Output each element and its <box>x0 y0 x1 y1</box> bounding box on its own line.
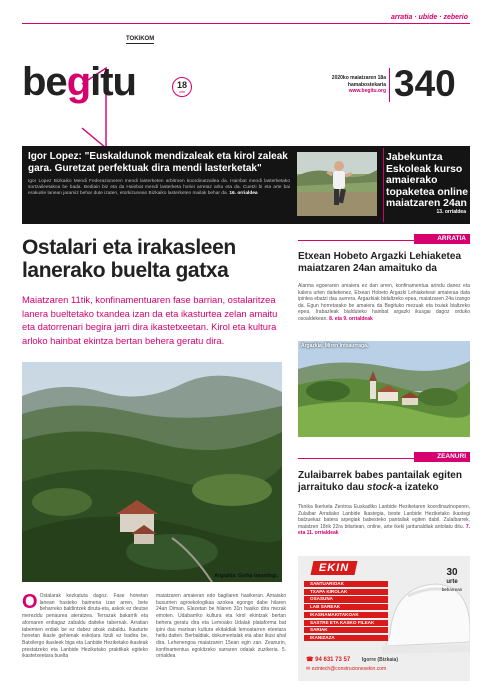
ad-years-word: urte <box>446 579 458 585</box>
ad-email[interactable]: ezintech@construcionesekin.com <box>311 666 387 672</box>
village-photo-credit: Argazkia: Miren Intxaurraga. <box>301 343 369 349</box>
ad-years <box>438 568 466 594</box>
side2-ref[interactable]: 7. eta 11. orrialdeak <box>298 523 471 537</box>
age-badge <box>172 77 192 97</box>
side2-body <box>298 504 470 537</box>
ad-years-note: beharrean <box>441 587 463 592</box>
ad-town: Igorre (Bizkaia) <box>361 657 398 663</box>
side1-headline[interactable]: Etxean Hobeto Argazki Lehiaketea maiatzaren 24an amaituko da <box>298 251 462 274</box>
ad-item: TXAPA KIROLAK <box>304 589 388 595</box>
logo-g: g <box>66 60 91 104</box>
main-col1 <box>22 593 148 660</box>
side2-headline-a: Zulaibarrek babes pantailak egiten jarraituko dau <box>298 470 462 493</box>
main-col1-text: Ostalarak kezkatuta dagoz. Fase honetan lanean hasteko baimena izan arren, bete beharreko baldintzek diruta-eta, askok ez deutse merezidu penaurea ateratzea. Terrazak bakarrik eta aforoaren erdiagaz zabaldu daiteke tabernak. Arratian tabernien erdiak be ez dabez atxak zabaldu. Ikasturte honetan ikasle gehienak eskolara itzuli ez badira be, Batxilergo ikasleek biga eta Lanbide Heziketako ikasleak prestatzeko eta Lanbide Heziketako praktikak egiteko ikastetxeetara buelta <box>22 593 148 660</box>
email-icon: ✉ <box>306 666 311 672</box>
ad-item: SARIAK <box>304 627 388 633</box>
tokikom-label: TOKIKOM <box>126 36 155 42</box>
side-band-title[interactable]: Jabekuntza Eskoleak kurso amaierako topaketea online maiatzaren 24an <box>386 152 468 210</box>
ad-item: SASTRE ETA KASKO FILEAK <box>304 620 388 626</box>
ekin-brand: EKIN <box>318 562 350 574</box>
band-divider <box>383 148 384 222</box>
ad-item: OSASUNA <box>304 596 388 602</box>
main-photo-credit: Argazkia: Gorka Iraundegi. <box>214 573 278 579</box>
village-photo-image <box>298 341 470 437</box>
top-rule <box>22 23 470 24</box>
side-band-ref[interactable]: 13. orrialdea <box>436 209 466 215</box>
side1-body <box>298 283 470 323</box>
main-lead: Maiatzaren 11tik, konfinamentuaren fase barrian, ostalaritzea lanera bueltetako txandea izan da eta ikasturtea zelan amaitu eta datorrenari begira jarri dira ikastetxeetan. Kirol eta kultura arloko hainbat ekintza bertan behera geratu dira. <box>22 294 278 346</box>
age-unit: urte <box>178 90 186 94</box>
ad-years-num: 30 <box>446 567 458 578</box>
ad-item: SANTUARIOAK <box>304 581 388 587</box>
side2-headline-c: -a izateko <box>393 482 439 493</box>
ad-contact <box>306 656 466 663</box>
logo-itu: itu <box>90 60 136 104</box>
regions-label: arratia · ubide · zeberio <box>390 14 468 21</box>
website-link[interactable]: www.begitu.org <box>348 88 386 94</box>
main-headline[interactable]: Ostalari eta irakasleen lanerako buelta gatxa <box>22 236 236 282</box>
masthead-logo <box>22 48 162 158</box>
date-divider <box>389 68 390 102</box>
section-tag-arratia[interactable]: ARRATIA <box>414 234 470 244</box>
ad-phone[interactable]: 94 631 73 57 <box>315 657 351 663</box>
date-block <box>300 75 386 95</box>
ad-item: IKANIZAZA <box>304 635 388 641</box>
side2-headline[interactable] <box>298 470 470 494</box>
top-story-body <box>28 179 290 198</box>
ekin-advertisement[interactable] <box>298 556 470 681</box>
side2-text: Tknika Ikerketa Zentroa Euskadiko Lanbide Heziketaren koordinazinoperen, Zulaibar Arratiako Lanbide Ikastegia, beste Lanbide Heziketako ikastegi batzuekaz batera arpegiak babesteko pantailak egiten dabil. Zulaibarrek, maiatzen 18rik 22ra bitartean, online, arte ikeki jardunaldiak antolatu ditu. <box>298 504 470 530</box>
drop-cap: O <box>22 591 38 613</box>
top-story-text: Igor Lopez Bizkaiko Mendi Federazioneren mendi lasterketen arbitroen koordinatzailea da. Hainbat mendi lasterketako sortzaileetakoa be bada. Bediain biz eta da Hainbat mendi lasterketa horiei arretaz aritu eta da. Cuetzi bi eta arte bai erakusle lanean jaramiz behar dute izaten, etorkizunean Bizkaiko lasterketen mailak behar da. <box>28 179 290 197</box>
ad-item-list <box>304 581 388 643</box>
top-story-title[interactable]: Igor Lopez: "Euskaldunok mendizaleak eta kirol zaleak gara. Guretzat perfektuak dira mendi lasterketak" <box>28 151 288 174</box>
ad-email-row <box>306 666 466 672</box>
logo-be: be <box>22 60 67 104</box>
logo-text <box>22 62 136 102</box>
village-photo <box>298 341 470 437</box>
valley-photo-image <box>22 362 282 582</box>
ad-item: IKASNAMAKITAKOAK <box>304 612 388 618</box>
issue-frequency: hamabostekaria <box>347 81 386 88</box>
side1-text: Alarma egoeraren amaiera ez dan arren, konfinamentua arindu danez eta kalera urten daitekenez, Etxean Hobeto Argazki Lehiaketeari amaieraa data ipintea ebatzi dau aurrera. Argazkiak bidaltzeko epea, maiatzaren 24a izango da. Egun horretarako be amaiera da Begituko mezuak eta txuiak bialtzeko epea. Irabazleak bialduteko hainbat argazki ikusgai dagoz orduko osoaldekean. <box>298 283 470 322</box>
ad-item: LAB SAREAK <box>304 604 388 610</box>
main-photo <box>22 362 282 582</box>
runner-photo <box>297 152 377 216</box>
phone-icon: ☎ <box>306 657 314 663</box>
issue-number: 340 <box>394 63 456 104</box>
section-tag-zeanuri[interactable]: ZEANURI <box>414 452 470 462</box>
runner-photo-image <box>297 152 377 216</box>
age-number: 18 <box>176 80 187 90</box>
main-col2: maiatzaren amaieran edo bagilaren hasikeran. Amaiako busurrien agroekologikaa azokea egongo dabe hilaren 24an Diman. Elezetan be hilaren 31n hasiko dira mezak emoten. Udabarriko kultura eta kirol ekintzak bertan behera geratu dira eta Lemoako Udalak plataforma bat ipini dau martxan kultura ekitaldiak lemoatarren eteetara heltu daiten. Berbaldiak, dokumentalak eta abar ikusi ahal dira. Lehenengoa maiatzaren 15ean egin zan. Zeanurin, konfinamentua egokitzeko sarraren odaiak zuzikeria. 5. orrialdea <box>156 593 286 660</box>
top-story-ref[interactable]: 16. orrialdea <box>229 191 258 197</box>
side1-ref[interactable]: 8. eta 9. orrialdeak <box>329 315 373 322</box>
side2-headline-stock: stock <box>366 482 394 493</box>
issue-date: 2020ko maiatzaren 18a <box>331 75 386 81</box>
